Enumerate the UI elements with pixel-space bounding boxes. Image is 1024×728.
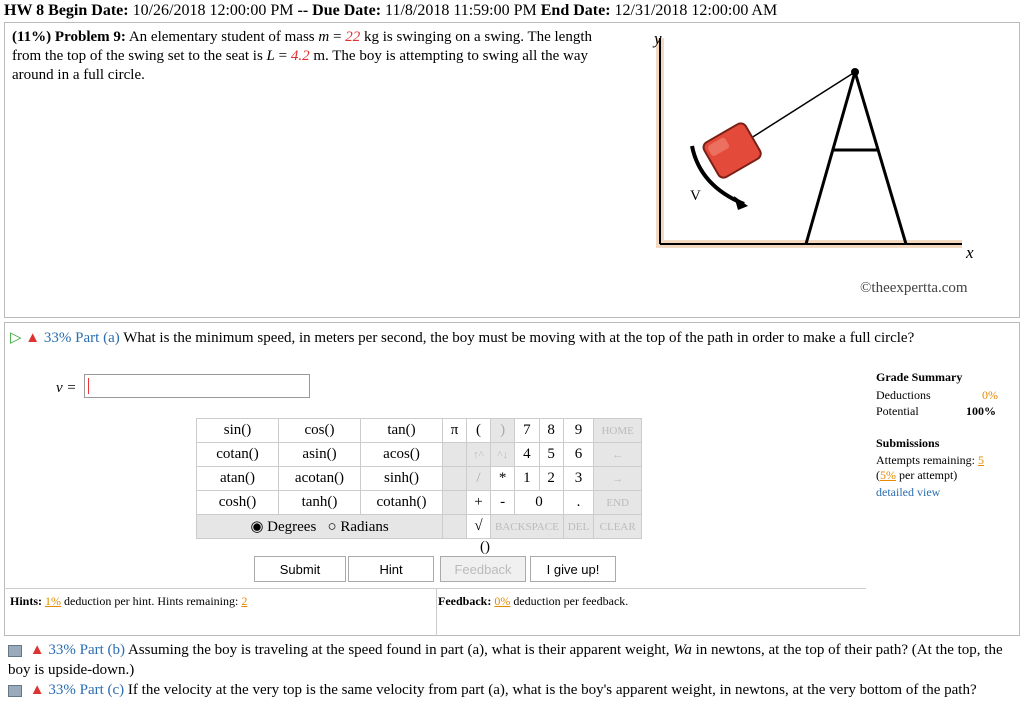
swing-seat — [701, 121, 763, 180]
detailed-view-link[interactable]: detailed view — [876, 485, 941, 499]
part-a-question: ▷ ▲ 33% Part (a) What is the minimum speed, in meters per second, the boy must be moving with at the top of the path in order to make a full circle? — [10, 330, 915, 346]
collapse-icon[interactable] — [8, 645, 22, 657]
warning-icon: ▲ — [29, 682, 45, 698]
cos-button[interactable]: cos() — [279, 419, 361, 443]
expand-icon[interactable]: ▷ — [10, 330, 22, 346]
copyright: ©theexpertta.com — [860, 280, 968, 296]
swing-leg-right — [855, 72, 906, 244]
backspace-button[interactable]: BACKSPACE — [491, 515, 564, 539]
pi-button[interactable]: π — [443, 419, 467, 443]
end-label: End Date: — [540, 2, 611, 19]
due-dates-header — [4, 2, 777, 20]
answer-input[interactable] — [84, 374, 310, 398]
plus-button[interactable]: + — [467, 491, 491, 515]
hints-remaining: 2 — [241, 594, 248, 608]
key-8[interactable]: 8 — [539, 419, 563, 443]
due-date: 11/8/2018 11:59:00 PM — [385, 2, 537, 19]
feedback-info: Feedback: 0% deduction per feedback. — [438, 594, 629, 608]
divider — [4, 588, 866, 589]
date-separator: -- — [297, 2, 309, 19]
multiply-button[interactable]: * — [491, 467, 515, 491]
cotanh-button[interactable]: cotanh() — [361, 491, 443, 515]
end-button[interactable]: END — [594, 491, 642, 515]
home-button[interactable]: HOME — [594, 419, 642, 443]
clear-button[interactable]: CLEAR — [594, 515, 642, 539]
mass-value: 22 — [345, 29, 361, 45]
hint-button[interactable]: Hint — [348, 556, 434, 582]
deductions-value: 0% — [982, 388, 998, 402]
x-axis-label: x — [966, 243, 974, 262]
minus-button[interactable]: - — [491, 491, 515, 515]
angle-mode — [197, 515, 443, 539]
velocity-label: V — [690, 188, 701, 204]
divider — [436, 588, 437, 636]
y-axis-label: y — [654, 29, 662, 48]
degrees-radio[interactable]: ◉ Degrees — [250, 519, 317, 535]
right-arrow-button[interactable]: → — [594, 467, 642, 491]
left-arrow-button[interactable]: ← — [594, 443, 642, 467]
v-label: v = — [56, 380, 77, 396]
hw-title: HW 8 — [4, 2, 45, 19]
collapse-icon[interactable] — [8, 685, 22, 697]
potential-value: 100% — [966, 404, 996, 418]
problem-label: Problem 9: — [54, 29, 126, 45]
sqrt-button[interactable]: √ — [467, 515, 491, 539]
asin-button[interactable]: asin() — [279, 443, 361, 467]
part-c-question[interactable]: ▲ 33% Part (c) If the velocity at the very top is the same velocity from part (a), what is the boy's apparent weight, in newtons, at the very bottom of the path? — [8, 680, 1018, 700]
down-button[interactable]: ^↓ — [491, 443, 515, 467]
text-caret — [88, 378, 89, 394]
key-9[interactable]: 9 — [563, 419, 593, 443]
arrow-head — [734, 196, 748, 210]
warning-icon: ▲ — [25, 330, 41, 346]
per-attempt: (5% per attempt) — [876, 468, 958, 482]
problem-weight: (11%) — [12, 29, 52, 45]
acos-button[interactable]: acos() — [361, 443, 443, 467]
radians-radio[interactable]: ○ Radians — [327, 519, 389, 535]
attempts-remaining: Attempts remaining: 5 — [876, 453, 984, 467]
begin-date: 10/26/2018 12:00:00 PM — [132, 2, 294, 19]
hints-info: Hints: 1% deduction per hint. Hints remaining: 2 — [10, 594, 248, 608]
parens-button[interactable]: () — [480, 539, 490, 555]
feedback-button[interactable]: Feedback — [440, 556, 526, 582]
divide-button[interactable]: / — [467, 467, 491, 491]
sinh-button[interactable]: sinh() — [361, 467, 443, 491]
tanh-button[interactable]: tanh() — [279, 491, 361, 515]
del-button[interactable]: DEL — [563, 515, 593, 539]
part-b-question[interactable]: ▲ 33% Part (b) Assuming the boy is traveling at the speed found in part (a), what is their apparent weight, Wa in newtons, at the top of their path? (At the top, the boy is upside-down.) — [8, 642, 1003, 678]
warning-icon: ▲ — [29, 642, 45, 658]
blank-key — [443, 443, 467, 467]
key-5[interactable]: 5 — [539, 443, 563, 467]
blank-key — [443, 515, 467, 539]
give-up-button[interactable]: I give up! — [530, 556, 616, 582]
key-3[interactable]: 3 — [563, 467, 593, 491]
up-button[interactable]: ↑^ — [467, 443, 491, 467]
key-7[interactable]: 7 — [515, 419, 539, 443]
part-a-label: Part (a) — [75, 330, 120, 346]
blank-key — [443, 467, 467, 491]
cotan-button[interactable]: cotan() — [197, 443, 279, 467]
calculator-keypad — [196, 418, 642, 539]
rparen-button[interactable]: ) — [491, 419, 515, 443]
length-value: 4.2 — [290, 48, 310, 64]
begin-label: Begin Date: — [48, 2, 129, 19]
key-4[interactable]: 4 — [515, 443, 539, 467]
sin-button[interactable]: sin() — [197, 419, 279, 443]
acotan-button[interactable]: acotan() — [279, 467, 361, 491]
atan-button[interactable]: atan() — [197, 467, 279, 491]
swing-figure — [640, 28, 1010, 298]
blank-key — [443, 491, 467, 515]
key-0[interactable]: 0 — [515, 491, 564, 515]
tan-button[interactable]: tan() — [361, 419, 443, 443]
end-date: 12/31/2018 12:00:00 AM — [614, 2, 778, 19]
submit-button[interactable]: Submit — [254, 556, 346, 582]
due-label: Due Date: — [312, 2, 382, 19]
key-6[interactable]: 6 — [563, 443, 593, 467]
key-1[interactable]: 1 — [515, 467, 539, 491]
grade-summary-title: Grade Summary — [876, 370, 963, 384]
dot-button[interactable]: . — [563, 491, 593, 515]
key-2[interactable]: 2 — [539, 467, 563, 491]
lparen-button[interactable]: ( — [467, 419, 491, 443]
cosh-button[interactable]: cosh() — [197, 491, 279, 515]
part-a-pct: 33% — [43, 330, 72, 346]
problem-statement: (11%) Problem 9: An elementary student of mass m = 22 kg is swinging on a swing. The length from the top of the swing set to the seat is L = 4.2 m. The boy is attempting to swing all the way around in a full circle. — [12, 29, 593, 83]
